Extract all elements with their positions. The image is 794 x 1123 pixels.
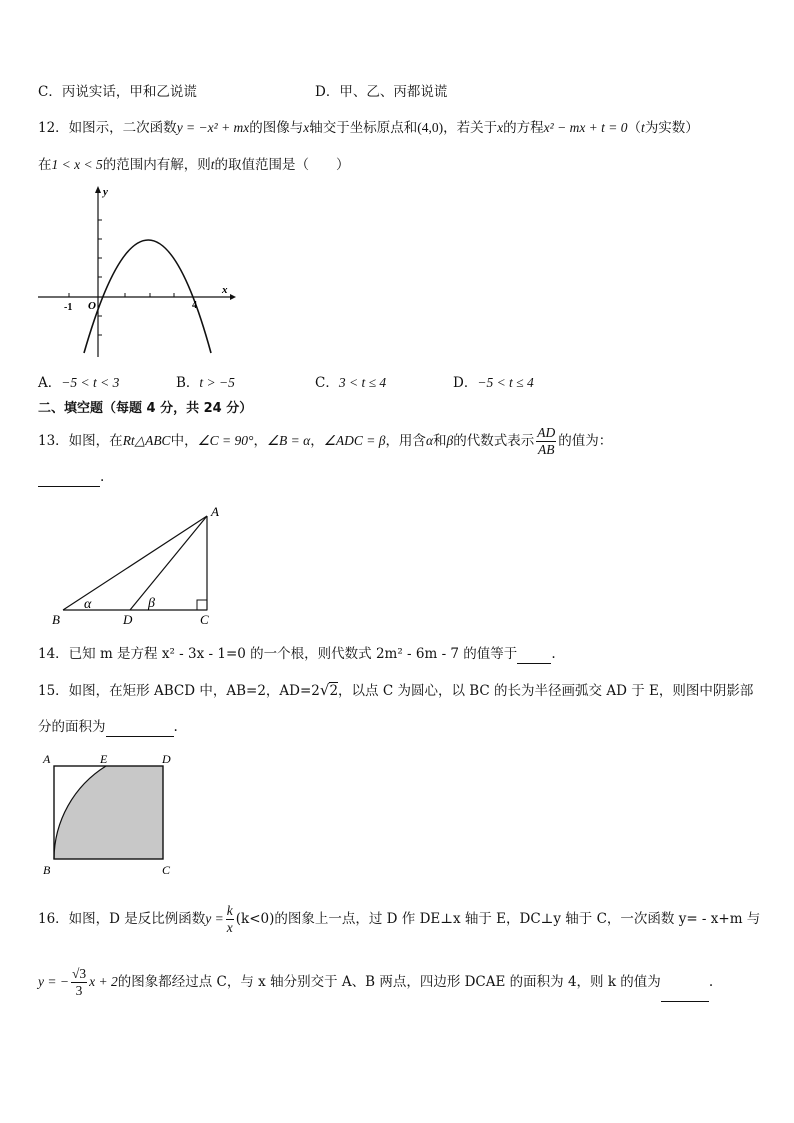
q16-line1: 16．如图，D 是反比例函数y = $\frac{k}{x}$ (k<0)的图象上一点，过 D 作 DE⊥x 轴于 E，DC⊥y 轴于 C，一次函数 y= - x+m 与 (38, 903, 761, 935)
segment-ab (63, 516, 207, 610)
q13-answer-line: . (38, 467, 104, 487)
label-b: B (43, 863, 51, 877)
q12-equation: x² − mx + t = 0 (543, 120, 628, 135)
q12-option-c: C．3 < t ≤ 4 (315, 375, 387, 391)
q13-line1: 13．如图，在Rt△ABC中，∠C = 90°，∠B = α，∠ADC = β，用含α和β的代数式表示 $\frac{AD}{AB}$ 的值为： (38, 425, 613, 457)
section-heading: 二、填空题（每题 4 分，共 24 分） (38, 401, 253, 416)
answer-blank[interactable] (661, 987, 709, 1002)
label-c: C (162, 863, 171, 877)
label-a: A (211, 504, 219, 519)
label-c: C (200, 612, 209, 627)
tick-label-neg1: -1 (64, 302, 73, 313)
q12-parabola-graph (36, 185, 236, 360)
y-axis-label: y (103, 186, 108, 198)
ad-over-ab-fraction: $\frac{AD}{AB}$ (537, 425, 556, 457)
q16-line2: y = − $\frac{√3}{3}$ x + 2的图象都经过点 C，与 x 轴分别交于 A、B 两点，四边形 DCAE 的面积为 4，则 k 的值为 . (38, 962, 713, 1002)
sqrt3-over-3-fraction: $\frac{√3}{3}$ (71, 966, 87, 998)
answer-blank[interactable] (517, 649, 551, 664)
q12-option-b: B．t > −5 (176, 375, 235, 391)
label-e: E (100, 752, 108, 766)
x-axis-label: x (222, 284, 228, 296)
q12-option-d: D．−5 < t ≤ 4 (453, 375, 534, 391)
shaded-region (54, 766, 163, 859)
right-angle-mark (197, 600, 207, 610)
tick-label-4: 4 (192, 300, 197, 311)
x-axis-arrow (230, 294, 236, 300)
q15-line1: 15．如图，在矩形 ABCD 中，AB=2，AD=2√2，以点 C 为圆心，以 BC 的长为半径画弧交 AD 于 E，则图中阴影部 (38, 681, 754, 699)
q15-line2: 分的面积为 . (38, 719, 178, 735)
q11-option-c: C．丙说实话，甲和乙说谎 (38, 84, 197, 100)
origin-label: O (88, 300, 96, 312)
y-axis-arrow (95, 186, 101, 193)
q12-point: (4,0) (417, 120, 444, 135)
answer-blank[interactable] (38, 472, 100, 487)
k-over-x-fraction: $\frac{k}{x}$ (226, 903, 233, 935)
label-d: D (123, 612, 133, 627)
q12-line2: 在1 < x < 5的范围内有解，则t的取值范围是（ ） (38, 157, 350, 173)
answer-blank[interactable] (106, 722, 174, 737)
q13-triangle-figure (46, 502, 236, 630)
q11-option-d: D．甲、乙、丙都说谎 (315, 84, 448, 100)
q12-option-a: A．−5 < t < 3 (38, 375, 120, 391)
label-b: B (52, 612, 60, 627)
q12-line1: 12．如图示，二次函数y = −x² + mx的图像与x轴交于坐标原点和(4,0)，若关于x的方程x² − mx + t = 0（t为实数） (38, 120, 699, 136)
segment-ad (130, 516, 207, 610)
angle-alpha: α (84, 597, 92, 612)
q14-line: 14．已知 m 是方程 x² - 3x - 1=0 的一个根，则代数式 2m² - 6m - 7 的值等于 . (38, 646, 556, 662)
q15-rectangle-figure (38, 750, 183, 878)
label-d: D (162, 752, 171, 766)
label-a: A (43, 752, 51, 766)
angle-beta: β (148, 596, 155, 611)
q12-function: y = −x² + mx (176, 120, 250, 135)
sqrt-symbol: √ (319, 681, 330, 699)
